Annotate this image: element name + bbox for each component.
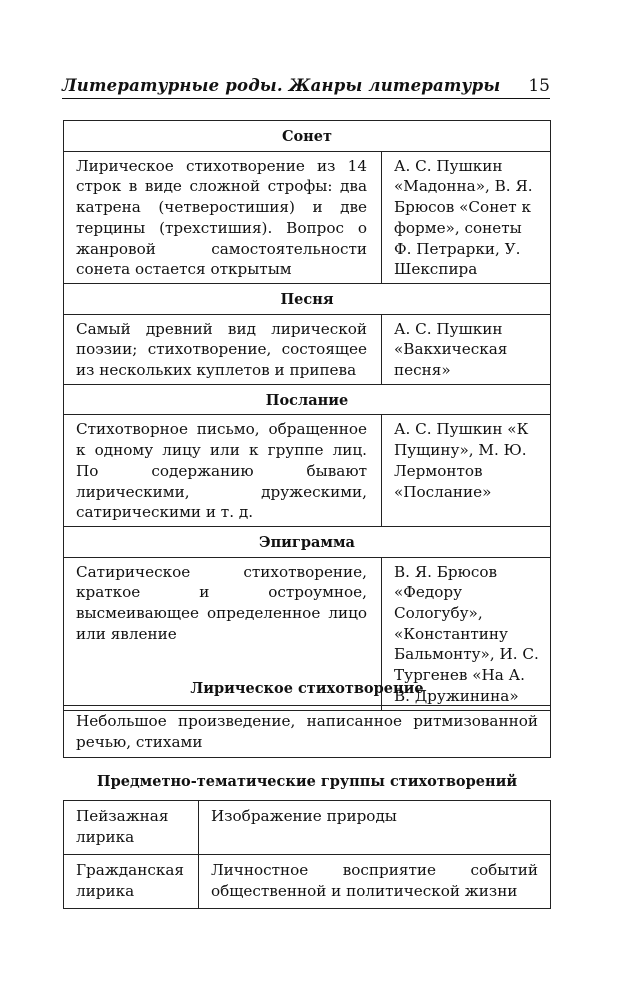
genre-description: Стихотворное письмо, обращенное к одному лицу или к группе лиц. По содержанию бывают лирическими, дружескими, сатирическими и т. д. <box>64 415 382 527</box>
group-description: Личностное восприятие событий общественной и политической жизни <box>199 855 551 909</box>
table-row <box>64 801 551 855</box>
genre-heading-row <box>64 283 551 314</box>
genre-examples: А. С. Пушкин «К Пущину», М. Ю. Лермонтов «Послание» <box>382 415 551 527</box>
genre-row <box>64 151 551 283</box>
genre-examples: А. С. Пушкин «Вакхическая песня» <box>382 314 551 384</box>
genre-name: Сонет <box>64 121 551 152</box>
group-description: Изображение природы <box>199 801 551 855</box>
genre-examples: В. Я. Брюсов «Федору Сологубу», «Константину Бальмонту», И. С. Тургенев «На А. В. Дружинина» <box>382 557 551 710</box>
genre-heading-row <box>64 384 551 415</box>
running-title: Литературные роды. Жанры литературы <box>62 76 501 95</box>
thematic-groups-heading: Предметно-тематические группы стихотворений <box>96 773 518 790</box>
genre-examples: А. С. Пушкин «Мадонна», В. Я. Брюсов «Сонет к форме», сонеты Ф. Петрарки, У. Шекспира <box>382 151 551 283</box>
table-row <box>64 855 551 909</box>
genre-heading-row <box>64 526 551 557</box>
genres-table <box>63 120 551 711</box>
genre-name: Эпиграмма <box>64 526 551 557</box>
genre-name: Песня <box>64 283 551 314</box>
genre-description: Самый древний вид лирической поэзии; стихотворение, состоящее из нескольких куплетов и припева <box>64 314 382 384</box>
lyric-poem-definition: Небольшое произведение, написанное ритмизованной речью, стихами <box>64 706 551 758</box>
genre-description: Лирическое стихотворение из 14 строк в виде сложной строфы: два катрена (четверостишия) и две терцины (трехстишия). Вопрос о жанровой самостоятельности сонета остается открытым <box>64 151 382 283</box>
thematic-groups-table <box>63 800 551 909</box>
genre-name: Послание <box>64 384 551 415</box>
genre-row <box>64 314 551 384</box>
genre-heading-row <box>64 121 551 152</box>
lyric-poem-table <box>63 705 551 758</box>
group-name: Гражданская лирика <box>64 855 199 909</box>
genre-description: Сатирическое стихотворение, краткое и остроумное, высмеивающее определенное лицо или явление <box>64 557 382 710</box>
lyric-poem-heading: Лирическое стихотворение <box>190 680 424 697</box>
genre-row <box>64 415 551 527</box>
group-name: Пейзажная лирика <box>64 801 199 855</box>
table-row <box>64 706 551 758</box>
page-number: 15 <box>528 76 550 96</box>
page-header <box>62 76 550 99</box>
